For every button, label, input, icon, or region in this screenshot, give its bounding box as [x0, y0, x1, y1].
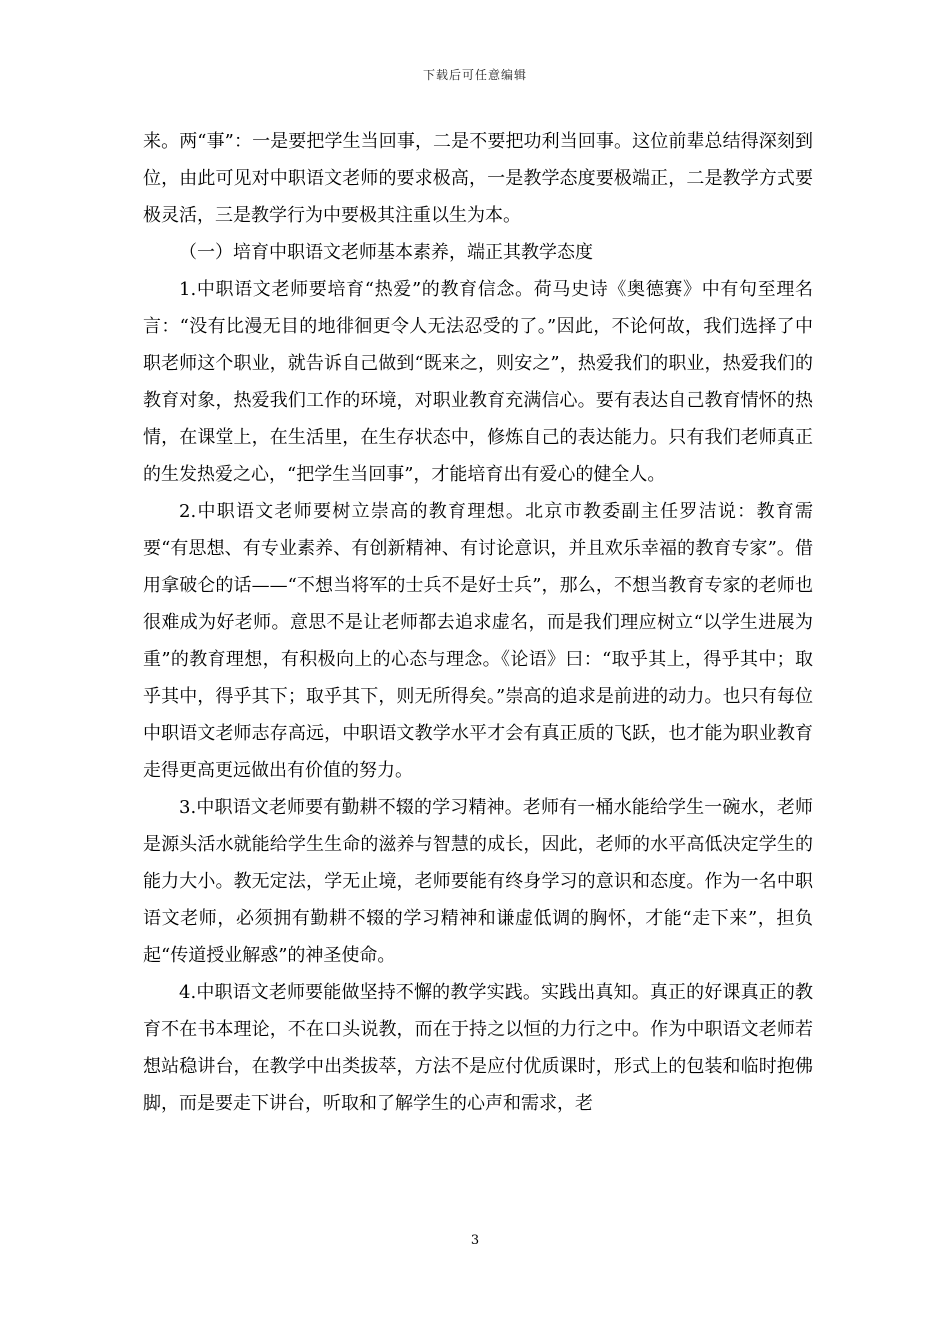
- section-heading: （一）培育中职语文老师基本素养，端正其教学态度: [179, 242, 593, 263]
- paragraph-item-2: 2.中职语文老师要树立崇高的教育理想。北京市教委副主任罗洁说：教育需要“有思想、有专业素养、有创新精神、有讨论意识，并且欢乐幸福的教育专家”。借用拿破仑的话——“不想当将军的士兵不是好士兵”，那么，不想当教育专家的老师也很难成为好老师。意思不是让老师都去追求虚名，而是我们理应树立“以学生进展为重”的教育理想，有积极向上的心态与理念。《论语》曰：“取乎其上，得乎其中；取乎其中，得乎其下；取乎其下，则无所得矣。”崇高的追求是前进的动力。也只有每位中职语文老师志存高远，中职语文教学水平才会有真正质的飞跃，也才能为职业教育走得更高更远做出有价值的努力。: [143, 501, 813, 781]
- paragraph-item-4: 4.中职语文老师要能做坚持不懈的教学实践。实践出真知。真正的好课真正的教育不在书本理论，不在口头说教，而在于持之以恒的力行之中。作为中职语文老师若想站稳讲台，在教学中出类拔萃，方法不是应付优质课时，形式上的包装和临时抱佛脚，而是要走下讲台，听取和了解学生的心声和需求，老: [143, 982, 813, 1114]
- page-header: 下载后可任意编辑: [422, 68, 527, 82]
- paragraph-item-3: 3.中职语文老师要有勤耕不辍的学习精神。老师有一桶水能给学生一碗水，老师是源头活水就能给学生生命的滋养与智慧的成长，因此，老师的水平高低决定学生的能力大小。教无定法，学无止境，老师要能有终身学习的意识和态度。作为一名中职语文老师，必须拥有勤耕不辍的学习精神和谦虚低调的胸怀，才能“走下来”，担负起“传道授业解惑”的神圣使命。: [143, 797, 813, 966]
- paragraph-continuation: 来。两“事”：一是要把学生当回事，二是不要把功利当回事。这位前辈总结得深刻到位，由此可见对中职语文老师的要求极高，一是教学态度要极端正，二是教学方式要极灵活，三是教学行为中要极其注重以生为本。: [143, 131, 813, 226]
- paragraph-item-1: 1.中职语文老师要培育“热爱”的教育信念。荷马史诗《奥德赛》中有句至理名言：“没有比漫无目的地徘徊更令人无法忍受的了。”因此，不论何故，我们选择了中职老师这个职业，就告诉自己做到“既来之，则安之”，热爱我们的职业，热爱我们的教育对象，热爱我们工作的环境，对职业教育充满信心。要有表达自己教育情怀的热情，在课堂上，在生活里，在生存状态中，修炼自己的表达能力。只有我们老师真正的生发热爱之心，“把学生当回事”，才能培育出有爱心的健全人。: [143, 279, 813, 485]
- document-body: [143, 123, 813, 1122]
- page-number: 3: [470, 1233, 480, 1248]
